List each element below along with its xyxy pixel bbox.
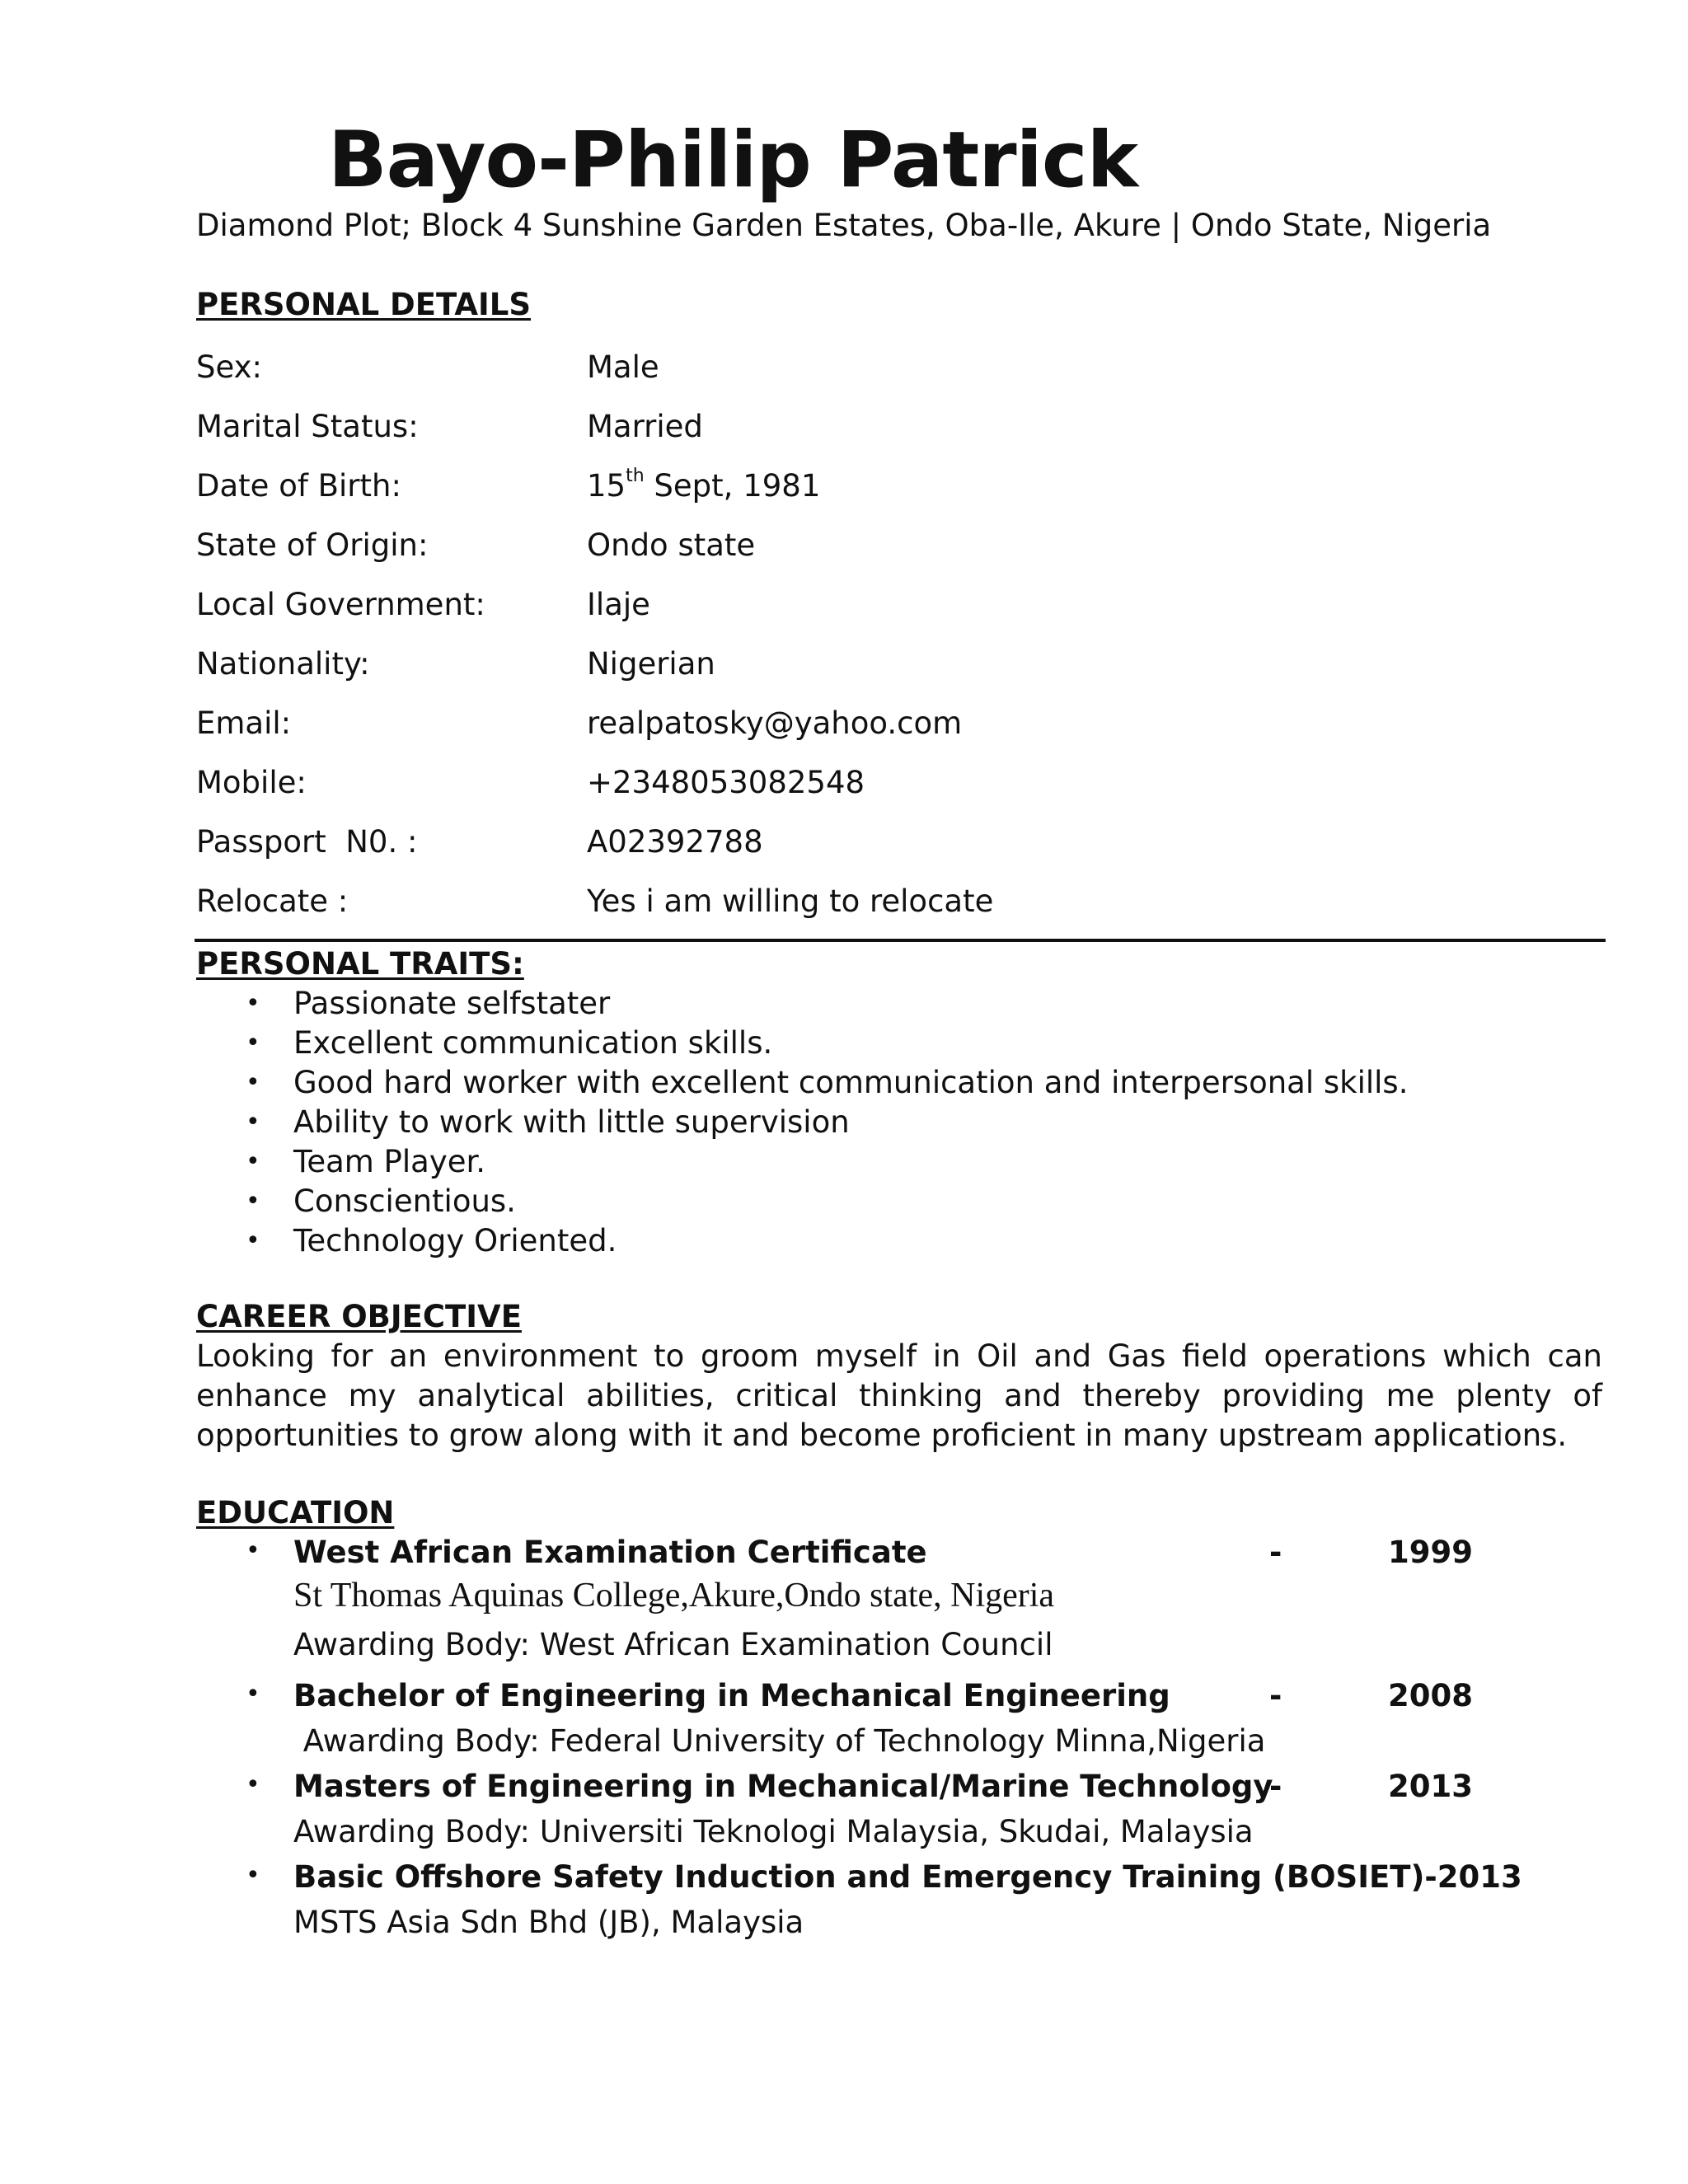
detail-value-sex: Male — [587, 349, 659, 385]
detail-value-nationality: Nigerian — [587, 646, 715, 682]
bullet-icon: • — [246, 1147, 260, 1176]
detail-label-nationality: Nationality: — [196, 646, 370, 682]
detail-label-date-of-birth: Date of Birth: — [196, 468, 401, 504]
career-objective-heading: CAREER OBJECTIVE — [196, 1299, 522, 1334]
education-awarding-body: Awarding Body: Federal University of Technology Minna,Nigeria — [293, 1723, 1266, 1759]
education-year: 1999 — [1388, 1535, 1473, 1570]
dob-month-year: Sept, 1981 — [644, 468, 821, 504]
detail-value-marital-status: Married — [587, 409, 703, 444]
bullet-icon: • — [246, 1226, 260, 1255]
bullet-icon: • — [246, 1536, 260, 1565]
detail-label-relocate: Relocate : — [196, 883, 349, 919]
detail-label-marital-status: Marital Status: — [196, 409, 419, 444]
career-objective-text: Looking for an environment to groom myself in Oil and Gas field operations which can enhance my analytical abilities, critical thinking and thereby providing me plenty of opportunities to grow along with it and become proficient in many upstream applications. — [196, 1338, 1602, 1453]
education-provider: MSTS Asia Sdn Bhd (JB), Malaysia — [293, 1905, 804, 1940]
education-heading: EDUCATION — [196, 1495, 395, 1530]
education-dash: - — [1269, 1535, 1282, 1570]
detail-value-state-of-origin: Ondo state — [587, 527, 756, 563]
resume-page: Bayo-Philip Patrick Diamond Plot; Block 4 Sunshine Garden Estates, Oba-Ile, Akure | Ondo State, Nigeria PERSONAL DETAILS Sex: Male Marital Status: Married Date of Birth: 15th Sept, 1981 State of Origin: Ondo state Local Government: Ilaje Nationality: Nigerian Email: realpatosky@yahoo.com Mobile: +2348053082548 Passport N0. : A02392788 Relocate : Yes i am willing to relocate PERSONAL TRAITS: • Passionate selfstater • Excellent communication skills. • Good hard worker with excellent communication and interpersonal skills. • Ability to work with little supervision • Team Player. • Conscientious. • Technology Oriented. CAREER OBJECTIVE Looking for an environment to groom myself in Oil and Gas field operations which can enhance my analytical abilities, critical thinking and thereby providing me plenty of opportunities to grow along with it and become proficient in many upstream applications. EDUCATION • West African Examination Certificate - 1999 St Thomas Aquinas College,Akure,Ondo state, Nigeria Awarding Body: West African Examination Council • Bachelor of Engineering in Mechanical Engineering - 2008 Awarding Body: Federal University of Technology Minna,Nigeria • Masters of Engineering in Mechanical/Marine Technology - 2013 Awarding Body: Universiti Teknologi Malaysia, Skudai, Malaysia • Basic Offshore Safety Induction and Emergency Training (BOSIET)-2013 MSTS Asia Sdn Bhd (JB), Malaysia — [0, 0, 1688, 2184]
candidate-address: Diamond Plot; Block 4 Sunshine Garden Estates, Oba-Ile, Akure | Ondo State, Nigeria — [196, 208, 1492, 243]
bullet-icon: • — [246, 1029, 260, 1057]
detail-label-local-government: Local Government: — [196, 587, 485, 622]
education-title: West African Examination Certificate — [293, 1535, 927, 1570]
detail-label-passport: Passport N0. : — [196, 824, 418, 860]
education-year: 2008 — [1388, 1678, 1473, 1713]
bullet-icon: • — [246, 1068, 260, 1097]
detail-value-mobile: +2348053082548 — [587, 765, 865, 800]
detail-label-mobile: Mobile: — [196, 765, 307, 800]
detail-value-email: realpatosky@yahoo.com — [587, 705, 963, 741]
education-year: 2013 — [1388, 1769, 1473, 1804]
bullet-icon: • — [246, 989, 260, 1018]
detail-label-sex: Sex: — [196, 349, 262, 385]
education-dash: - — [1269, 1769, 1282, 1804]
education-institution: St Thomas Aquinas College,Akure,Ondo state, Nigeria — [293, 1577, 1055, 1615]
bullet-icon: • — [246, 1680, 260, 1708]
section-divider — [195, 939, 1606, 942]
detail-label-email: Email: — [196, 705, 292, 741]
detail-value-relocate: Yes i am willing to relocate — [587, 883, 994, 919]
education-title: Basic Offshore Safety Induction and Emergency Training (BOSIET)-2013 — [293, 1859, 1522, 1895]
education-awarding-body: Awarding Body: West African Examination Council — [293, 1627, 1053, 1662]
education-title: Masters of Engineering in Mechanical/Marine Technology — [293, 1769, 1273, 1804]
dob-day: 15 — [587, 468, 626, 504]
detail-value-local-government: Ilaje — [587, 587, 650, 622]
detail-value-date-of-birth — [587, 468, 820, 504]
dob-ordinal: th — [626, 466, 645, 486]
bullet-icon: • — [246, 1770, 260, 1799]
personal-details-heading: PERSONAL DETAILS — [196, 287, 532, 322]
detail-value-passport: A02392788 — [587, 824, 763, 860]
bullet-icon: • — [246, 1108, 260, 1137]
bullet-icon: • — [246, 1861, 260, 1890]
candidate-name: Bayo-Philip Patrick — [328, 115, 1138, 205]
education-dash: - — [1269, 1678, 1282, 1713]
personal-traits-heading: PERSONAL TRAITS: — [196, 946, 524, 982]
detail-label-state-of-origin: State of Origin: — [196, 527, 429, 563]
education-title: Bachelor of Engineering in Mechanical Engineering — [293, 1678, 1170, 1713]
bullet-icon: • — [246, 1187, 260, 1216]
education-awarding-body: Awarding Body: Universiti Teknologi Malaysia, Skudai, Malaysia — [293, 1814, 1254, 1849]
